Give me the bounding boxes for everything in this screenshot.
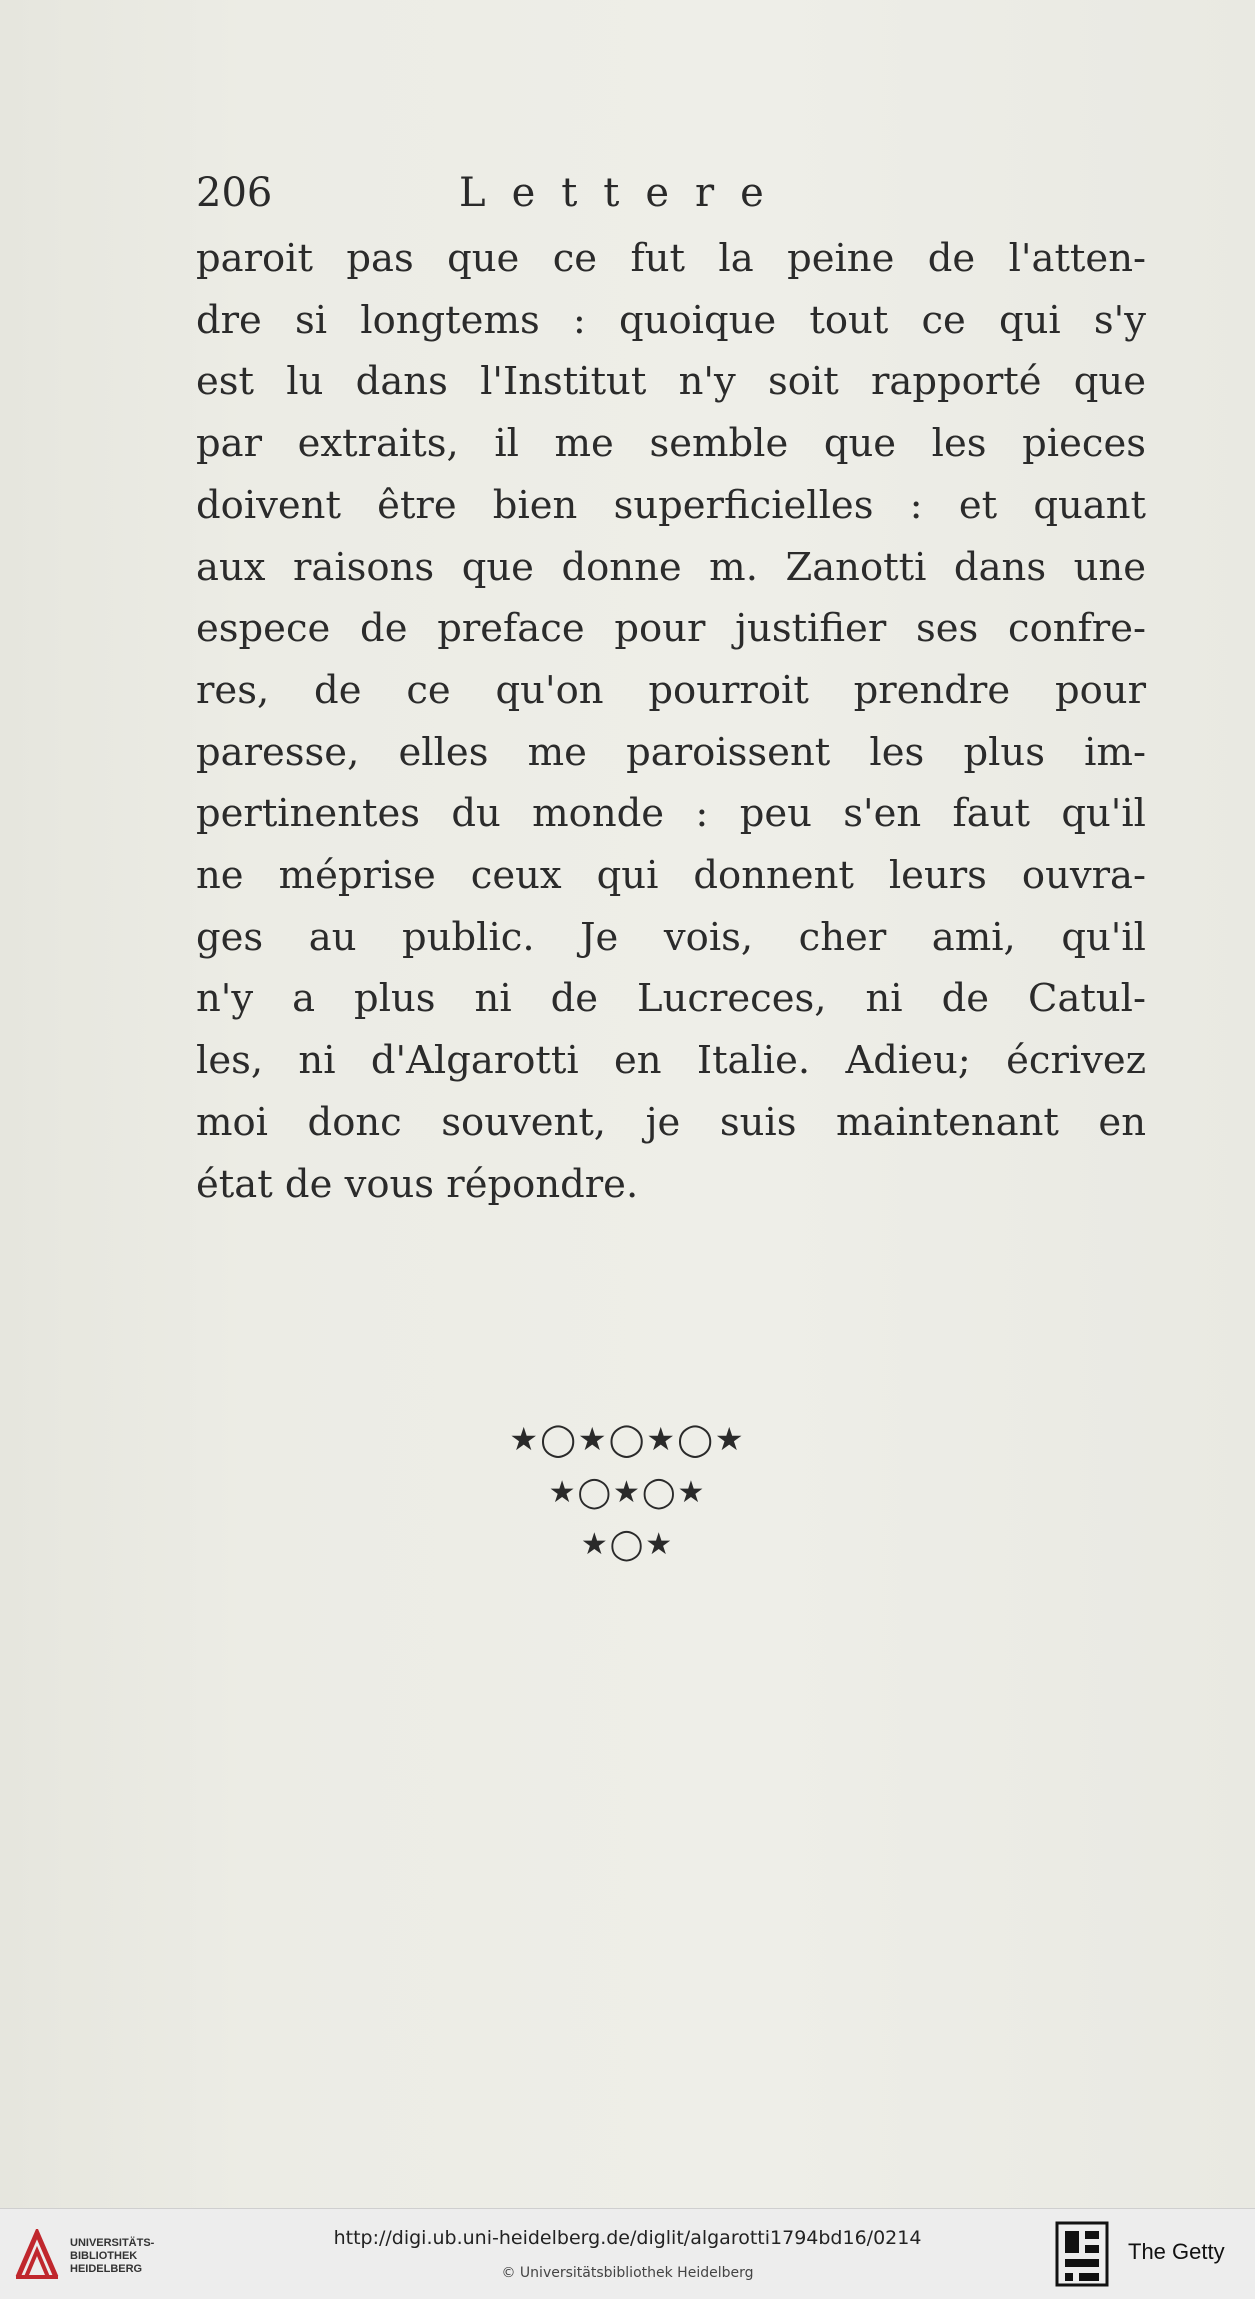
viewer-footer: [0, 2208, 1255, 2299]
text-line: les, ni d'Algarotti en Italie. Adieu; écrivez: [196, 1038, 1146, 1084]
getty-logo-icon: [1055, 2221, 1109, 2287]
library-logo-line: BIBLIOTHEK: [70, 2250, 138, 2262]
ornament-row: ★◯★◯★: [548, 1475, 707, 1510]
text-line: ges au public. Je vois, cher ami, qu'il: [196, 914, 1146, 960]
text-line: ne méprise ceux qui donnent leurs ouvra-: [196, 853, 1146, 899]
permalink-url[interactable]: http://digi.ub.uni-heidelberg.de/diglit/algarotti1794bd16/0214: [333, 2227, 922, 2249]
library-logo-line: HEIDELBERG: [70, 2263, 143, 2275]
text-line: aux raisons que donne m. Zanotti dans une: [196, 544, 1146, 590]
body-text: [196, 228, 1146, 1215]
library-logo-line: UNIVERSITÄTS-: [70, 2237, 155, 2249]
ornament-row: ★◯★◯★◯★: [509, 1420, 746, 1458]
page-number: 206: [196, 170, 273, 216]
text-line: doivent être bien superficielles : et quant: [196, 482, 1146, 528]
text-line: moi donc souvent, je suis maintenant en: [196, 1099, 1146, 1145]
text-line: espece de preface pour justifier ses confre-: [196, 606, 1146, 652]
copyright-notice: © Universitätsbibliothek Heidelberg: [501, 2265, 754, 2281]
page-header: [196, 170, 1096, 220]
text-line: paroit pas que ce fut la peine de l'atten-: [196, 236, 1146, 281]
ornament-row: ★◯★: [580, 1527, 675, 1562]
text-line: n'y a plus ni de Lucreces, ni de Catul-: [196, 976, 1146, 1022]
text-line: pertinentes du monde : peu s'en faut qu'il: [196, 791, 1146, 837]
text-line: paresse, elles me paroissent les plus im-: [196, 729, 1146, 775]
text-line: état de vous répondre.: [196, 1161, 639, 1207]
running-title: Lettere: [459, 170, 790, 216]
text-line: est lu dans l'Institut n'y soit rapporté que: [196, 359, 1146, 405]
text-line: dre si longtems : quoique tout ce qui s'y: [196, 297, 1146, 343]
sponsor-name[interactable]: The Getty: [1128, 2239, 1225, 2264]
text-line: par extraits, il me semble que les pieces: [196, 421, 1146, 467]
text-line: res, de ce qu'on pourroit prendre pour: [196, 667, 1146, 713]
